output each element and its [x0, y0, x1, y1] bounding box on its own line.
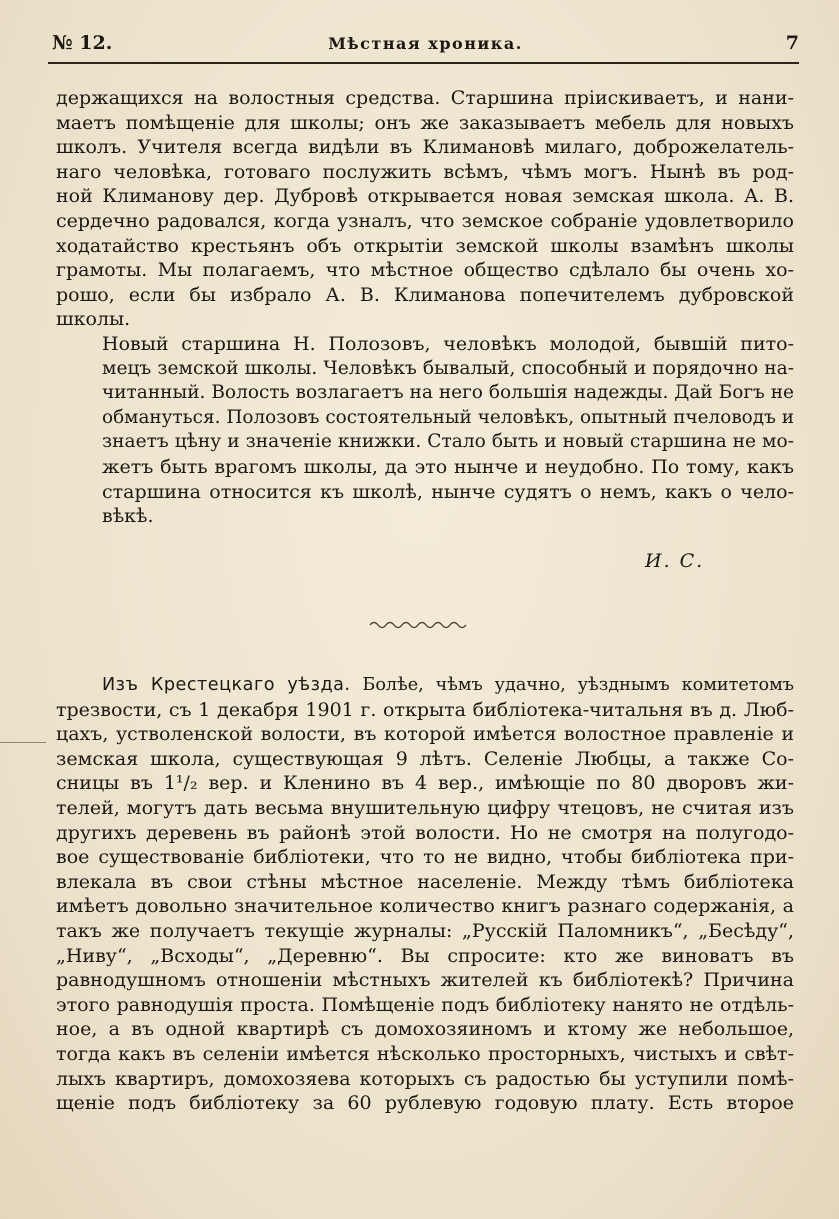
text-line: лыхъ квартиръ, домохозяева которыхъ съ радостью бы уступили помѣ-	[56, 1067, 794, 1090]
page-number: 7	[785, 32, 799, 54]
text-line: школы.	[56, 308, 131, 331]
text-line: ной Климанову дер. Дубровѣ открывается новая земская школа. А. В.	[56, 185, 794, 208]
text-line: вѣкѣ.	[102, 505, 154, 528]
text-line: телей, могутъ дать весьма внушительную цифру чтецовъ, не считая изъ	[56, 796, 794, 819]
text-line: старшина относится къ школѣ, нынче судятъ о немъ, какъ о чело-	[102, 480, 794, 503]
section-title: Мѣстная хроника.	[328, 34, 523, 53]
text-line: влекала въ свои стѣны мѣстное населенiе. Между тѣмъ библiотека	[56, 870, 794, 893]
text-line: цахъ, устволенской волости, въ которой имѣется волостное правленiе и	[56, 723, 794, 746]
text-line: земская школа, существующая 9 лѣтъ. Селенiе Любцы, а также Со-	[56, 747, 794, 770]
article-klimanov	[56, 86, 794, 529]
text-line: читанный. Волость возлагаетъ на него большiя надежды. Дай Богъ не	[102, 382, 794, 404]
text-line: „Ниву“, „Всходы“, „Деревню“. Вы спросите: кто же виноватъ въ	[56, 944, 794, 967]
article-krestets	[56, 673, 794, 1116]
wavy-ornament-icon	[368, 618, 468, 632]
text-line: жетъ быть врагомъ школы, да это нынче и неудобно. По тому, какъ	[102, 455, 794, 478]
text-line: обмануться. Полозовъ состоятельный человѣкъ, опытный пчеловодъ и	[102, 406, 794, 428]
text-line: такъ же получаетъ текущiе журналы: „Русскiй Паломникъ“, „Бесѣду“,	[56, 919, 794, 942]
text-line: знаетъ цѣну и значенiе книжки. Стало быть и новый старшина не мо-	[102, 431, 794, 453]
text-line: другихъ деревень въ районѣ этой волости. Но не смотря на полугодо-	[56, 821, 794, 844]
text-line: грамоты. Мы полагаемъ, что мѣстное общество сдѣлало бы очень хо-	[56, 259, 794, 282]
text-line: ное, а въ одной квартирѣ съ домохозяиномъ и ктому же небольшое,	[56, 1018, 794, 1041]
article-heading: Изъ Крестецкаго уѣзда.	[102, 675, 351, 695]
paragraph-1	[56, 86, 794, 332]
paragraph-3	[56, 673, 794, 1116]
text-line: ходатайство крестьянъ объ открытiи земской школы взамѣнъ школы	[56, 234, 794, 257]
text-line: сердечно радовался, когда узналъ, что земское собранiе удовлетворило	[56, 209, 794, 232]
header-rule	[48, 62, 799, 64]
text-line: имѣетъ довольно значительное количество книгъ разнаго содержанiя, а	[56, 895, 794, 918]
text-line: маетъ помѣщенiе для школы; онъ же заказываетъ мебель для новыхъ	[56, 111, 794, 134]
author-signature: И. С.	[645, 550, 705, 572]
heading-line-rest: Болѣе, чѣмъ удачно, уѣзднымъ комитетомъ	[362, 675, 794, 695]
text-line: щенiе подъ библiотеку за 60 рублевую годовую плату. Есть второе	[56, 1092, 794, 1115]
text-line: держащихся на волостныя средства. Старшина прiискиваетъ, и нани-	[56, 87, 794, 109]
text-line: равнодушномъ отношенiи мѣстныхъ жителей къ библiотекѣ? Причина	[56, 969, 794, 992]
text-line: этого равнодушiя проста. Помѣщенiе подъ библiотеку нанято не отдѣль-	[56, 993, 794, 1016]
text-line: вое существованiе библiотеки, что то не видно, чтобы библiотека при-	[56, 846, 794, 869]
text-line: рошо, если бы избрало А. В. Климанова попечителемъ дубровской	[56, 283, 794, 306]
text-line: Новый старшина Н. Полозовъ, человѣкъ молодой, бывшiй пито-	[102, 332, 794, 355]
text-line: мецъ земской школы. Человѣкъ бывалый, способный и порядочно на-	[102, 357, 794, 379]
text-line: сницы въ 1¹/₂ вер. и Кленино въ 4 вер., имѣющiе по 80 дворовъ жи-	[56, 772, 794, 795]
page-header	[52, 30, 799, 60]
scan-margin-mark	[0, 742, 46, 743]
text-line	[56, 673, 794, 698]
text-line: наго человѣка, готоваго послужить всѣмъ, чѣмъ могъ. Нынѣ въ род-	[56, 160, 794, 183]
issue-number: № 12.	[52, 32, 113, 54]
text-line: трезвости, съ 1 декабря 1901 г. открыта библiотека-читальня въ д. Люб-	[56, 698, 794, 721]
text-line: школъ. Учителя всегда видѣли въ Климановѣ милаго, доброжелатель-	[56, 136, 794, 159]
paragraph-2	[56, 332, 794, 529]
text-line: тогда какъ въ селенiи имѣется нѣсколько просторныхъ, чистыхъ и свѣт-	[56, 1042, 794, 1065]
